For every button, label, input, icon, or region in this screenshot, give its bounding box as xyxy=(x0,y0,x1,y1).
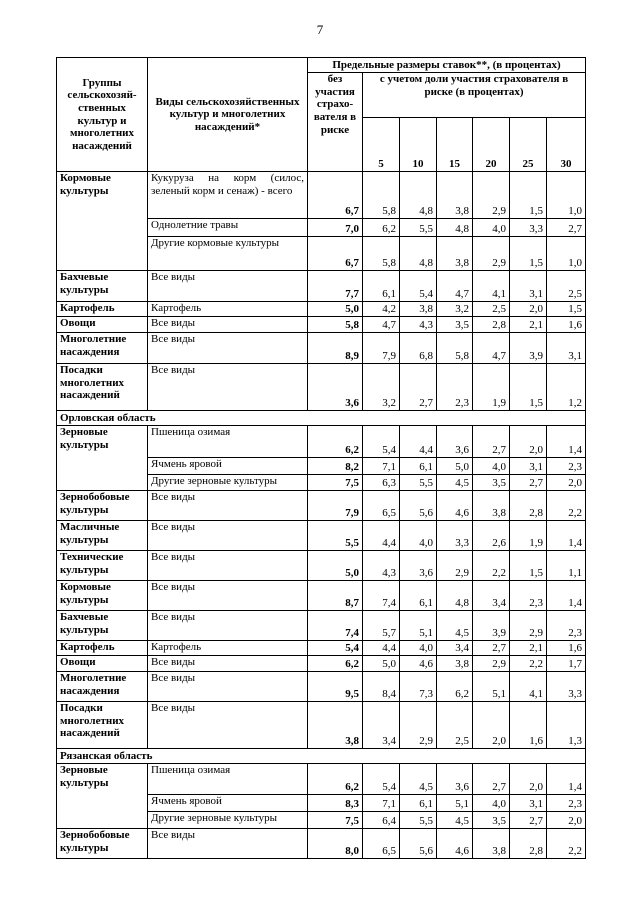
rate-cell: 1,4 xyxy=(547,426,586,458)
rate-cell: 5,5 xyxy=(400,812,437,829)
rate-cell: 4,4 xyxy=(363,521,400,551)
rate-cell: 5,7 xyxy=(363,611,400,641)
crop-cell: Картофель xyxy=(148,302,308,317)
rate-cell: 2,2 xyxy=(547,829,586,859)
rate-cell: 2,5 xyxy=(547,271,586,302)
rate-cell: 5,1 xyxy=(400,611,437,641)
rate-cell: 4,0 xyxy=(473,458,510,475)
rate-cell: 3,2 xyxy=(363,364,400,411)
rate-without-cell: 5,0 xyxy=(308,551,363,581)
region-title: Орловская область xyxy=(57,411,586,426)
rate-without-cell: 6,7 xyxy=(308,237,363,271)
rate-cell: 3,4 xyxy=(437,641,473,656)
rate-without-cell: 9,5 xyxy=(308,672,363,702)
rate-cell: 4,5 xyxy=(437,812,473,829)
crop-cell: Все виды xyxy=(148,829,308,859)
region-row xyxy=(57,411,586,426)
rate-cell: 2,8 xyxy=(473,317,510,333)
table-row xyxy=(57,702,586,749)
table-row xyxy=(57,271,586,302)
crop-cell: Все виды xyxy=(148,333,308,364)
rate-cell: 2,5 xyxy=(437,702,473,749)
rate-cell: 2,0 xyxy=(547,812,586,829)
rate-cell: 4,0 xyxy=(473,795,510,812)
header-group: Группы сельскохозяй-ственных культур и многолетних насаждений xyxy=(57,58,148,172)
rate-cell: 2,0 xyxy=(473,702,510,749)
rate-cell: 1,0 xyxy=(547,237,586,271)
rate-cell: 2,7 xyxy=(510,812,547,829)
rate-cell: 5,8 xyxy=(437,333,473,364)
rate-cell: 2,0 xyxy=(510,764,547,795)
rate-cell: 4,0 xyxy=(473,219,510,237)
rate-cell: 2,1 xyxy=(510,641,547,656)
rate-cell: 4,8 xyxy=(437,581,473,611)
group-cell: Зернобобовые культуры xyxy=(57,829,148,859)
rate-cell: 6,4 xyxy=(363,812,400,829)
rate-cell: 1,7 xyxy=(547,656,586,672)
rate-cell: 3,1 xyxy=(510,458,547,475)
rate-cell: 4,7 xyxy=(363,317,400,333)
rate-without-cell: 6,2 xyxy=(308,656,363,672)
rate-cell: 6,2 xyxy=(363,219,400,237)
rate-cell: 7,1 xyxy=(363,458,400,475)
crop-cell: Все виды xyxy=(148,581,308,611)
rate-cell: 4,8 xyxy=(437,219,473,237)
crop-cell: Однолетние травы xyxy=(148,219,308,237)
rate-cell: 6,1 xyxy=(400,795,437,812)
rate-cell: 3,2 xyxy=(437,302,473,317)
group-cell: Зернобобовые культуры xyxy=(57,491,148,521)
rate-cell: 4,0 xyxy=(400,521,437,551)
crop-cell: Все виды xyxy=(148,611,308,641)
rate-cell: 3,8 xyxy=(473,491,510,521)
rate-cell: 4,0 xyxy=(400,641,437,656)
crop-cell: Все виды xyxy=(148,551,308,581)
table-row xyxy=(57,829,586,859)
group-cell: Бахчевые культуры xyxy=(57,271,148,302)
rate-cell: 6,5 xyxy=(363,829,400,859)
header-without-participation: без участия страхо-вателя в риске xyxy=(308,73,363,172)
rate-cell: 2,9 xyxy=(437,551,473,581)
rate-cell: 2,7 xyxy=(510,475,547,491)
crop-cell: Пшеница озимая xyxy=(148,426,308,458)
rate-cell: 2,0 xyxy=(510,302,547,317)
rate-cell: 4,6 xyxy=(400,656,437,672)
group-cell: Кормовые культуры xyxy=(57,581,148,611)
rate-cell: 5,0 xyxy=(363,656,400,672)
rate-cell: 1,6 xyxy=(510,702,547,749)
rate-cell: 2,7 xyxy=(473,641,510,656)
group-cell: Посадки многолетних насаждений xyxy=(57,702,148,749)
rate-cell: 6,1 xyxy=(400,458,437,475)
table-row xyxy=(57,581,586,611)
rate-cell: 4,6 xyxy=(437,491,473,521)
rate-without-cell: 6,7 xyxy=(308,172,363,219)
rate-cell: 5,8 xyxy=(363,172,400,219)
rate-cell: 1,4 xyxy=(547,764,586,795)
rate-cell: 1,9 xyxy=(510,521,547,551)
group-cell: Зерновые культуры xyxy=(57,426,148,491)
group-cell: Овощи xyxy=(57,656,148,672)
header-share: 30 xyxy=(547,118,586,172)
rate-cell: 3,8 xyxy=(400,302,437,317)
rate-cell: 3,4 xyxy=(363,702,400,749)
rate-cell: 4,1 xyxy=(510,672,547,702)
rate-without-cell: 7,7 xyxy=(308,271,363,302)
rate-cell: 1,5 xyxy=(547,302,586,317)
rate-cell: 4,5 xyxy=(400,764,437,795)
group-cell: Многолетние насаждения xyxy=(57,333,148,364)
crop-cell: Ячмень яровой xyxy=(148,795,308,812)
rate-cell: 6,3 xyxy=(363,475,400,491)
rate-cell: 4,3 xyxy=(400,317,437,333)
rate-cell: 2,9 xyxy=(473,172,510,219)
rate-cell: 4,4 xyxy=(363,641,400,656)
rate-without-cell: 8,7 xyxy=(308,581,363,611)
group-cell: Зерновые культуры xyxy=(57,764,148,829)
rate-cell: 1,9 xyxy=(473,364,510,411)
crop-cell: Все виды xyxy=(148,364,308,411)
rate-cell: 6,2 xyxy=(437,672,473,702)
rate-cell: 1,5 xyxy=(510,551,547,581)
rate-without-cell: 3,6 xyxy=(308,364,363,411)
rate-cell: 2,9 xyxy=(473,237,510,271)
rate-cell: 3,9 xyxy=(510,333,547,364)
header-share: 10 xyxy=(400,118,437,172)
rate-cell: 8,4 xyxy=(363,672,400,702)
rate-cell: 4,5 xyxy=(437,611,473,641)
table-row xyxy=(57,656,586,672)
rate-cell: 5,5 xyxy=(400,219,437,237)
rate-cell: 4,2 xyxy=(363,302,400,317)
rate-without-cell: 3,8 xyxy=(308,702,363,749)
rate-cell: 2,0 xyxy=(547,475,586,491)
rate-cell: 3,8 xyxy=(437,172,473,219)
table-row xyxy=(57,672,586,702)
header-share: 25 xyxy=(510,118,547,172)
group-cell: Многолетние насаждения xyxy=(57,672,148,702)
rate-without-cell: 7,9 xyxy=(308,491,363,521)
rate-cell: 2,3 xyxy=(510,581,547,611)
rate-cell: 2,0 xyxy=(510,426,547,458)
rate-cell: 3,8 xyxy=(437,656,473,672)
group-cell: Картофель xyxy=(57,641,148,656)
rate-without-cell: 8,3 xyxy=(308,795,363,812)
crop-cell: Другие зерновые культуры xyxy=(148,475,308,491)
region-title: Рязанская область xyxy=(57,749,586,764)
header-share: 20 xyxy=(473,118,510,172)
rate-cell: 1,6 xyxy=(547,641,586,656)
rate-cell: 1,5 xyxy=(510,237,547,271)
rate-cell: 3,6 xyxy=(437,764,473,795)
group-cell: Масличные культуры xyxy=(57,521,148,551)
rate-without-cell: 5,4 xyxy=(308,641,363,656)
rate-cell: 2,7 xyxy=(400,364,437,411)
rate-cell: 3,9 xyxy=(473,611,510,641)
rate-cell: 1,6 xyxy=(547,317,586,333)
rate-cell: 2,1 xyxy=(510,317,547,333)
table-body xyxy=(57,172,586,859)
rate-cell: 2,8 xyxy=(510,491,547,521)
rate-cell: 1,0 xyxy=(547,172,586,219)
crop-cell: Другие кормовые культуры xyxy=(148,237,308,271)
rate-without-cell: 6,2 xyxy=(308,764,363,795)
rate-cell: 6,1 xyxy=(363,271,400,302)
rate-without-cell: 8,0 xyxy=(308,829,363,859)
group-cell: Бахчевые культуры xyxy=(57,611,148,641)
rate-cell: 4,3 xyxy=(363,551,400,581)
header-share: 5 xyxy=(363,118,400,172)
insurance-rates-table xyxy=(56,57,586,859)
region-row xyxy=(57,749,586,764)
rate-cell: 7,1 xyxy=(363,795,400,812)
rate-cell: 2,7 xyxy=(547,219,586,237)
rate-cell: 3,6 xyxy=(400,551,437,581)
rate-cell: 2,3 xyxy=(547,458,586,475)
header-share: 15 xyxy=(437,118,473,172)
header-with-participation: с учетом доли участия страхователя в риске (в процентах) xyxy=(363,73,586,118)
rate-cell: 6,8 xyxy=(400,333,437,364)
table-row xyxy=(57,551,586,581)
rate-without-cell: 5,0 xyxy=(308,302,363,317)
crop-cell: Пшеница озимая xyxy=(148,764,308,795)
group-cell: Овощи xyxy=(57,317,148,333)
table-row xyxy=(57,611,586,641)
rate-cell: 3,5 xyxy=(473,812,510,829)
crop-cell: Все виды xyxy=(148,702,308,749)
rate-without-cell: 5,8 xyxy=(308,317,363,333)
rate-cell: 3,4 xyxy=(473,581,510,611)
rate-cell: 3,1 xyxy=(510,271,547,302)
group-cell: Технические культуры xyxy=(57,551,148,581)
group-cell: Посадки многолетних насаждений xyxy=(57,364,148,411)
rate-cell: 1,5 xyxy=(510,364,547,411)
rate-cell: 7,3 xyxy=(400,672,437,702)
rate-cell: 3,3 xyxy=(437,521,473,551)
rate-cell: 2,8 xyxy=(510,829,547,859)
rate-cell: 3,3 xyxy=(510,219,547,237)
table-row xyxy=(57,302,586,317)
rate-cell: 5,6 xyxy=(400,491,437,521)
crop-cell: Все виды xyxy=(148,317,308,333)
table-row xyxy=(57,172,586,219)
rate-cell: 2,7 xyxy=(473,764,510,795)
group-cell: Кормовые культуры xyxy=(57,172,148,271)
rate-cell: 2,3 xyxy=(547,611,586,641)
crop-cell: Ячмень яровой xyxy=(148,458,308,475)
header-limit: Предельные размеры ставок**, (в процентах) xyxy=(308,58,586,73)
rate-cell: 4,7 xyxy=(437,271,473,302)
rate-cell: 7,9 xyxy=(363,333,400,364)
rate-cell: 3,6 xyxy=(437,426,473,458)
rate-cell: 5,0 xyxy=(437,458,473,475)
rate-cell: 1,1 xyxy=(547,551,586,581)
rate-without-cell: 8,2 xyxy=(308,458,363,475)
table-row xyxy=(57,521,586,551)
table-row xyxy=(57,491,586,521)
rate-cell: 6,1 xyxy=(400,581,437,611)
rate-cell: 2,7 xyxy=(473,426,510,458)
rate-cell: 3,8 xyxy=(437,237,473,271)
rate-cell: 3,5 xyxy=(437,317,473,333)
crop-cell: Все виды xyxy=(148,672,308,702)
rate-cell: 4,8 xyxy=(400,237,437,271)
rate-cell: 5,6 xyxy=(400,829,437,859)
rate-cell: 5,8 xyxy=(363,237,400,271)
rate-cell: 2,2 xyxy=(473,551,510,581)
crop-cell: Картофель xyxy=(148,641,308,656)
rate-cell: 5,5 xyxy=(400,475,437,491)
rate-cell: 3,3 xyxy=(547,672,586,702)
rate-cell: 5,1 xyxy=(437,795,473,812)
table-row xyxy=(57,364,586,411)
rate-cell: 1,4 xyxy=(547,521,586,551)
rate-cell: 5,4 xyxy=(400,271,437,302)
header-kind: Виды сельскохозяйственных культур и многолетних насаждений* xyxy=(148,58,308,172)
rate-cell: 1,4 xyxy=(547,581,586,611)
rate-cell: 1,2 xyxy=(547,364,586,411)
rate-without-cell: 7,4 xyxy=(308,611,363,641)
rate-cell: 4,4 xyxy=(400,426,437,458)
rate-cell: 5,4 xyxy=(363,426,400,458)
rate-cell: 6,5 xyxy=(363,491,400,521)
crop-cell: Все виды xyxy=(148,491,308,521)
table-row xyxy=(57,426,586,458)
rate-cell: 3,8 xyxy=(473,829,510,859)
table-row xyxy=(57,333,586,364)
rate-cell: 4,6 xyxy=(437,829,473,859)
rate-without-cell: 5,5 xyxy=(308,521,363,551)
rate-cell: 2,2 xyxy=(510,656,547,672)
crop-cell: Все виды xyxy=(148,656,308,672)
table-row xyxy=(57,317,586,333)
rate-cell: 2,9 xyxy=(400,702,437,749)
rate-cell: 2,3 xyxy=(437,364,473,411)
rate-cell: 2,6 xyxy=(473,521,510,551)
rate-without-cell: 7,0 xyxy=(308,219,363,237)
rate-cell: 1,3 xyxy=(547,702,586,749)
rate-cell: 2,9 xyxy=(473,656,510,672)
rate-cell: 1,5 xyxy=(510,172,547,219)
rate-without-cell: 8,9 xyxy=(308,333,363,364)
rate-without-cell: 6,2 xyxy=(308,426,363,458)
crop-cell: Все виды xyxy=(148,521,308,551)
crop-cell: Все виды xyxy=(148,271,308,302)
rate-cell: 2,2 xyxy=(547,491,586,521)
crop-cell: Другие зерновые культуры xyxy=(148,812,308,829)
rate-cell: 3,1 xyxy=(547,333,586,364)
rate-cell: 4,8 xyxy=(400,172,437,219)
rate-cell: 5,4 xyxy=(363,764,400,795)
rate-cell: 2,5 xyxy=(473,302,510,317)
rate-cell: 2,3 xyxy=(547,795,586,812)
page-number: 7 xyxy=(316,22,324,37)
rate-without-cell: 7,5 xyxy=(308,812,363,829)
table-row xyxy=(57,641,586,656)
group-cell: Картофель xyxy=(57,302,148,317)
rate-cell: 7,4 xyxy=(363,581,400,611)
rate-cell: 4,1 xyxy=(473,271,510,302)
rate-cell: 2,9 xyxy=(510,611,547,641)
crop-cell: Кукуруза на корм (силос, зеленый корм и сенаж) - всего xyxy=(148,172,308,219)
rate-cell: 4,7 xyxy=(473,333,510,364)
rate-cell: 3,5 xyxy=(473,475,510,491)
rate-cell: 4,5 xyxy=(437,475,473,491)
rate-cell: 3,1 xyxy=(510,795,547,812)
table-row xyxy=(57,764,586,795)
rate-without-cell: 7,5 xyxy=(308,475,363,491)
rate-cell: 5,1 xyxy=(473,672,510,702)
